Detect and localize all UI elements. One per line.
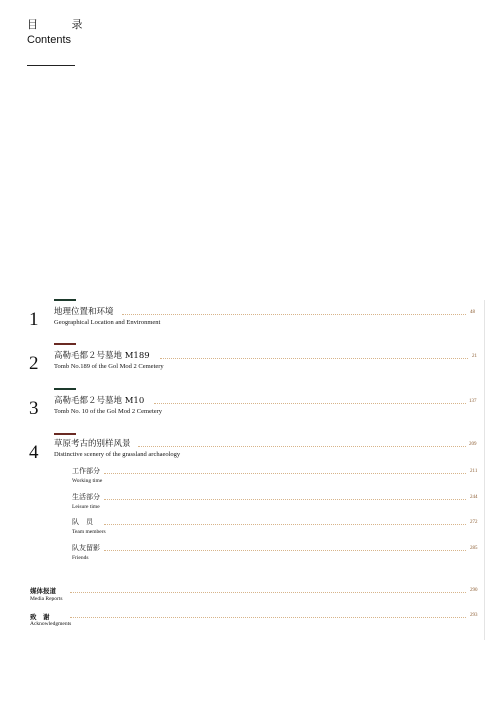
leader-dots bbox=[70, 592, 466, 593]
appendix-title-en: Acknowledgments bbox=[30, 621, 72, 627]
appendix-title-zh: 媒体报道 bbox=[30, 587, 56, 595]
leader-dots bbox=[104, 524, 466, 525]
leader-dots bbox=[70, 617, 466, 618]
chapter-title-en: Tomb No.189 of the Gol Mod 2 Cemetery bbox=[54, 363, 164, 370]
leader-dots bbox=[138, 446, 466, 447]
chapter-title-zh: 高勒毛都２号墓地 M189 bbox=[54, 351, 150, 361]
chapter-page: 137 bbox=[469, 399, 477, 404]
chapter-title-zh: 高勒毛都２号墓地 M10 bbox=[54, 396, 145, 406]
chapter-page: 209 bbox=[469, 442, 477, 447]
subsection-title-zh: 生活部分 bbox=[72, 493, 100, 501]
chapter-title-zh: 草原考古的别样风景 bbox=[54, 439, 131, 449]
toc-title-en: Contents bbox=[27, 34, 72, 46]
subsection-title-en: Friends bbox=[72, 555, 89, 561]
subsection-title-en: Team members bbox=[72, 529, 106, 535]
chapter-title-en: Tomb No. 10 of the Gol Mod 2 Cemetery bbox=[54, 408, 163, 415]
subsection-title-zh: 队友留影 bbox=[72, 544, 100, 552]
chapter-number: 1 bbox=[29, 309, 39, 330]
right-margin-rule bbox=[484, 300, 485, 640]
subsection-page: 211 bbox=[470, 469, 478, 474]
appendix-page: 293 bbox=[470, 613, 478, 618]
chapter-page: 48 bbox=[470, 310, 475, 315]
chapter-title-en: Geographical Location and Environment bbox=[54, 319, 161, 326]
chapter-accent-bar bbox=[54, 388, 76, 390]
chapter-accent-bar bbox=[54, 299, 76, 301]
subsection-title-zh: 工作部分 bbox=[72, 467, 100, 475]
subsection-page: 285 bbox=[470, 546, 478, 551]
appendix-title-zh: 致 谢 bbox=[30, 613, 50, 621]
leader-dots bbox=[104, 473, 466, 474]
subsection-page: 272 bbox=[470, 520, 478, 525]
leader-dots bbox=[154, 403, 466, 404]
chapter-accent-bar bbox=[54, 343, 76, 345]
chapter-page: 21 bbox=[472, 354, 477, 359]
chapter-title-en: Distinctive scenery of the grassland archaeology bbox=[54, 451, 181, 458]
chapter-number: 4 bbox=[29, 442, 39, 463]
toc-title-zh: 目 录 bbox=[27, 18, 98, 31]
leader-dots bbox=[104, 499, 466, 500]
chapter-title-zh: 地理位置和环境 bbox=[54, 307, 114, 317]
subsection-title-en: Working time bbox=[72, 478, 103, 484]
chapter-accent-bar bbox=[54, 433, 76, 435]
leader-dots bbox=[104, 550, 466, 551]
chapter-number: 3 bbox=[29, 398, 39, 419]
leader-dots bbox=[160, 358, 468, 359]
subsection-title-zh: 队 员 bbox=[72, 518, 93, 526]
title-rule bbox=[27, 65, 75, 66]
appendix-page: 290 bbox=[470, 588, 478, 593]
appendix-title-en: Media Reports bbox=[30, 596, 63, 602]
chapter-number: 2 bbox=[29, 353, 39, 374]
leader-dots bbox=[122, 314, 466, 315]
subsection-page: 244 bbox=[470, 495, 478, 500]
subsection-title-en: Leisure time bbox=[72, 504, 100, 510]
